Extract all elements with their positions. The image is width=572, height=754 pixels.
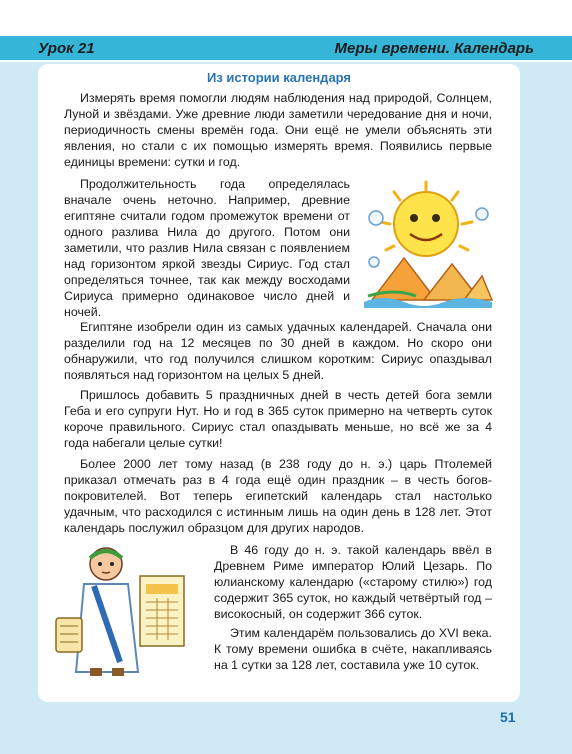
paragraph-4: Пришлось добавить 5 праздничных дней в честь детей бога земли Геба и его супруги Нут. Но и год в 365 суток примерно на четверть суток короче правильного. Сириус стал опаздывать меньше, но всё же за 4 года набегали целые сутки! — [64, 388, 492, 450]
star-icon — [369, 211, 383, 225]
paragraph-2: Продолжительность года определялась вначале очень неточно. Например, древние египтяне считали годом промежуток времени от одного разлива Нила до другого. Потом они заметили, что разлив Нила связан с появлением над горизонтом яркой звезды Сириус. Год стал определяться точнее, так как между восходами Сириуса примерно одинаковое число дней и ночей. — [64, 177, 350, 319]
content-panel — [38, 64, 520, 702]
julius-caesar-illustration — [54, 542, 204, 680]
sun-icon — [394, 192, 458, 256]
lesson-number: Урок 21 — [38, 39, 95, 57]
paragraph-3: Египтяне изобрели один из самых удачных календарей. Сначала они разделили год на 12 месяцев по 30 дней в каждом. Но скоро они обнаружили, что год получился слишком коротким: Сириус опаздывал появляться над горизонтом на целых 5 дней. — [64, 320, 492, 382]
top-margin — [0, 0, 572, 36]
paragraph-5: Более 2000 лет тому назад (в 238 году до н. э.) царь Птолемей приказал отмечать раз в 4 года ещё один праздник – в честь богов-покровителей. Вот теперь египетский календарь стал настолько удачным, что расходился с истинным лишь на один день в 128 лет. Этот календарь послужил образцом для других народов. — [64, 457, 492, 535]
scroll-icon — [56, 618, 82, 652]
paragraph-6: В 46 году до н. э. такой календарь ввёл в Древнем Риме император Юлий Цезарь. По юлианскому календарю («старому стилю») год содержит 365 суток, но каждый четвёртый год – високосный, он содержит 366 суток. — [214, 543, 492, 621]
page-number: 51 — [500, 709, 516, 725]
paragraph-1: Измерять время помогли людям наблюдения над природой, Солнцем, Луной и звёздами. Уже древние люди заметили чередование дня и ночи, периодичность смены времён года. Они ещё не умели объяснять эти явления, но стали с их помощью измерять время. Появились первые единицы времени: сутки и год. — [64, 91, 492, 169]
section-title: Из истории календаря — [206, 70, 352, 85]
lesson-topic: Меры времени. Календарь — [334, 39, 534, 57]
sun-pyramids-illustration — [364, 178, 494, 308]
paragraph-7: Этим календарём пользовались до XVI века. К тому времени ошибка в счёте, накапливаясь на 1 сутки за 128 лет, составила уже 10 суток. — [214, 626, 492, 672]
lesson-header — [0, 36, 572, 62]
